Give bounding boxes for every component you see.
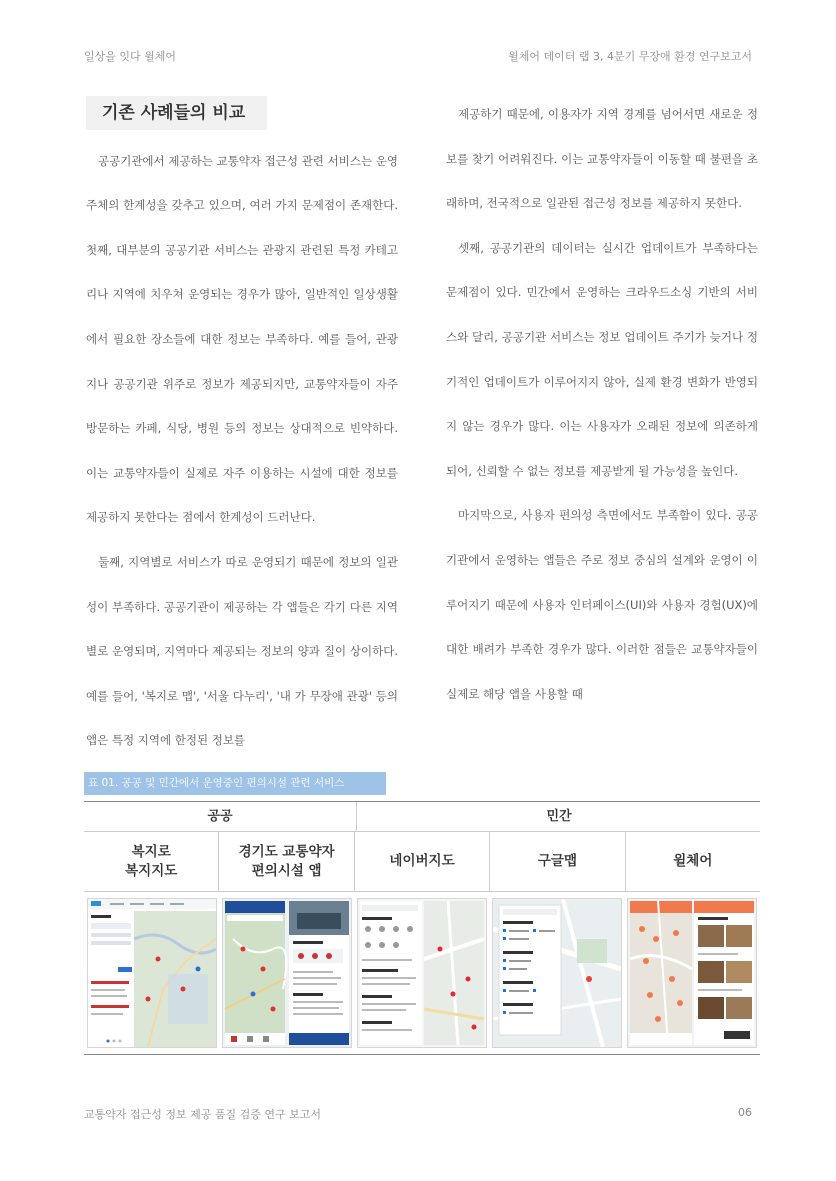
- services-table: [84, 801, 760, 1055]
- service-name-row: [84, 832, 760, 892]
- group-header-row: [84, 801, 760, 832]
- paragraph: 둘째, 지역별로 서비스가 따로 운영되기 때문에 정보의 일관성이 부족하다. 공공기관이 제공하는 각 앱들은 각기 다른 지역별로 운영되며, 지역마다 제공되는 정보의 양과 질이 상이하다. 예를 들어, '복지로 맵', '서울 다누리', '내 가 무장애 관광' 등의 앱은 특정 지역에 한정된 정보를: [86, 554, 398, 748]
- paragraph: 공공기관에서 제공하는 교통약자 접근성 관련 서비스는 운영주체의 한계성을 갖추고 있으며, 여러 가지 문제점이 존재한다. 첫째, 대부분의 공공기관 서비스는 관광지 관련된 특정 카테고리나 지역에 치우쳐 운영되는 경우가 많아, 일반적인 일상생활에서 필요한 장소들에 대한 정보는 부족하다. 예를 들어, 관광지나 공공기관 위주로 정보가 제공되지만, 교통약자들이 자주 방문하는 카페, 식당, 병원 등의 정보는 상대적으로 빈약하다. 이는 교통약자들이 실제로 자주 이용하는 시설에 대한 정보를 제공하지 못한다는 점에서 한계성이 드러난다.: [86, 153, 398, 525]
- footer-title: 교통약자 접근성 정보 제공 품질 검증 연구 보고서: [84, 1108, 321, 1121]
- service-name: 구글맵: [489, 832, 624, 891]
- wheelchair-app-screenshot: [627, 898, 757, 1048]
- group-public: 공공: [207, 809, 233, 824]
- paragraph: 제공하기 때문에, 이용자가 지역 경계를 넘어서면 새로운 정보를 찾기 어려워진다. 이는 교통약자들이 이동할 때 불편을 초래하며, 전국적으로 일관된 접근성 정보를 제공하지 못한다.: [446, 107, 758, 211]
- naver-map-screenshot: [357, 898, 487, 1048]
- running-header-right: 윌체어 데이터 랩 3, 4분기 무장애 환경 연구보고서: [508, 50, 752, 63]
- service-name: 윌체어: [625, 832, 760, 891]
- section-title: 기존 사례들의 비교: [86, 96, 267, 130]
- google-map-screenshot: [492, 898, 622, 1048]
- group-private: 민간: [356, 802, 761, 831]
- paragraph: 마지막으로, 사용자 편의성 측면에서도 부족함이 있다. 공공기관에서 운영하는 앱들은 주로 정보 중심의 설계와 운영이 이루어지기 때문에 사용자 인터페이스(UI)와 사용자 경험(UX)에 대한 배려가 부족한 경우가 많다. 이러한 점들은 교통약자들이 실제로 해당 앱을 사용할 때: [446, 508, 758, 701]
- service-name: 네이버지도: [354, 832, 489, 891]
- running-header-left: 일상을 잇다 윌체어: [84, 50, 177, 63]
- page-number: 06: [738, 1106, 752, 1119]
- gyeonggi-app-screenshot: [222, 898, 352, 1048]
- screenshot-row: [84, 892, 760, 1055]
- service-name: 복지로 복지지도: [125, 843, 178, 879]
- table-caption: 표 01. 공공 및 민간에서 운영중인 편의시설 관련 서비스: [84, 772, 386, 795]
- bokjiro-screenshot: [87, 898, 217, 1048]
- service-name: 경기도 교통약자 편의시설 앱: [218, 832, 353, 891]
- right-column: [446, 92, 758, 716]
- left-column: [86, 92, 398, 763]
- paragraph: 셋째, 공공기관의 데이터는 실시간 업데이트가 부족하다는 문제점이 있다. 민간에서 운영하는 크라우드소싱 기반의 서비스와 달리, 공공기관 서비스는 정보 업데이트 주기가 늦거나 정기적인 업데이트가 이루어지지 않아, 실제 환경 변화가 반영되지 않는 경우가 많다. 이는 사용자가 오래된 정보에 의존하게 되어, 신뢰할 수 없는 정보를 제공받게 될 가능성을 높인다.: [446, 240, 758, 478]
